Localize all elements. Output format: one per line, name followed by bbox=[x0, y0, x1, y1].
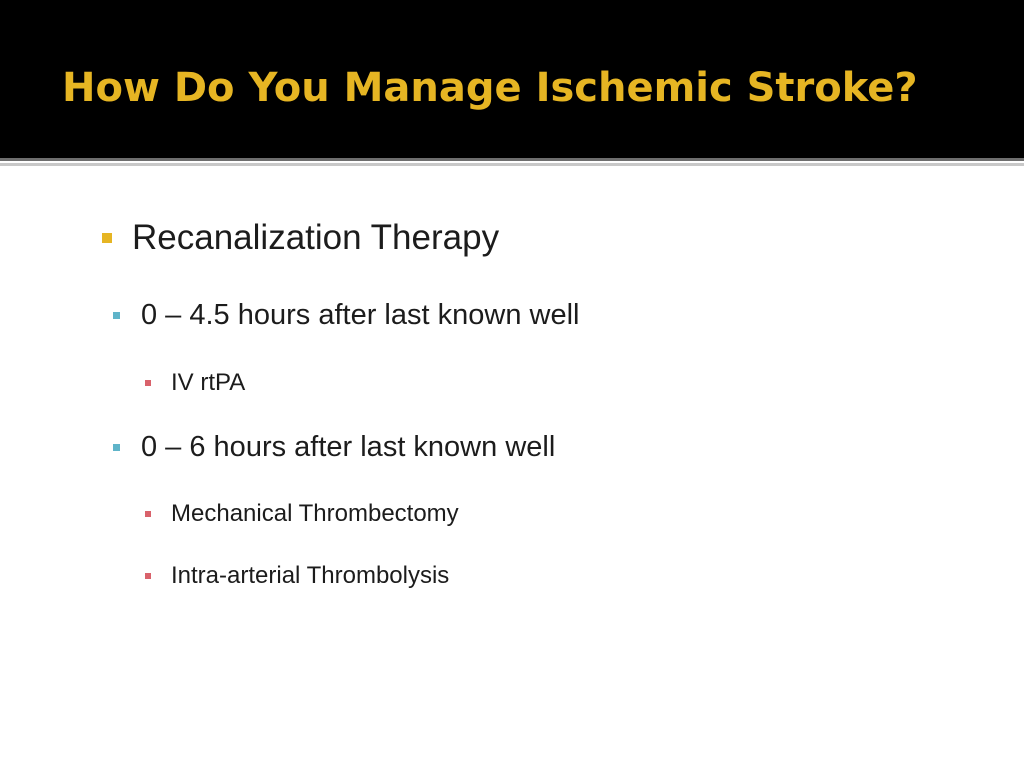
square-bullet-icon bbox=[145, 511, 151, 517]
bullet-iv-rtpa bbox=[145, 367, 245, 399]
title-bar bbox=[0, 0, 1024, 158]
bullet-window-4-5-hours bbox=[113, 296, 579, 334]
bullet-mechanical-thrombectomy bbox=[145, 498, 459, 530]
bullet-text: 0 – 6 hours after last known well bbox=[141, 431, 556, 463]
bullet-recanalization-therapy bbox=[102, 216, 499, 260]
square-bullet-icon bbox=[113, 444, 120, 451]
bullet-text: 0 – 4.5 hours after last known well bbox=[141, 299, 580, 331]
bullet-text: Mechanical Thrombectomy bbox=[171, 500, 459, 527]
bullet-intra-arterial-thrombolysis bbox=[145, 560, 449, 592]
square-bullet-icon bbox=[145, 573, 151, 579]
square-bullet-icon bbox=[102, 233, 112, 243]
title-divider-light bbox=[0, 163, 1024, 166]
bullet-window-6-hours bbox=[113, 428, 555, 466]
square-bullet-icon bbox=[113, 312, 120, 319]
bullet-text: IV rtPA bbox=[171, 369, 246, 396]
square-bullet-icon bbox=[145, 380, 151, 386]
bullet-text: Intra-arterial Thrombolysis bbox=[171, 562, 450, 589]
bullet-text: Recanalization Therapy bbox=[132, 218, 500, 257]
title-divider-dark bbox=[0, 158, 1024, 161]
slide-title: How Do You Manage Ischemic Stroke? bbox=[62, 65, 918, 111]
